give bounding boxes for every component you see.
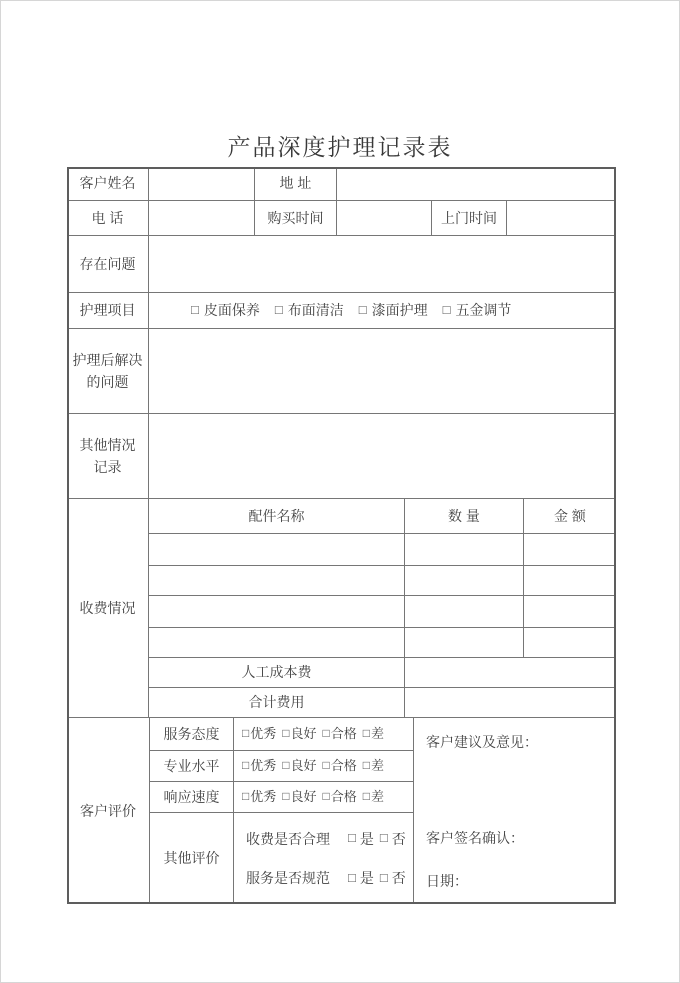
no-option[interactable] [380, 829, 406, 849]
other-evaluation-questions [234, 813, 414, 904]
checkbox-icon: □ [362, 726, 371, 741]
phone-field[interactable] [149, 201, 255, 236]
accessory-name-cell[interactable] [149, 534, 405, 566]
rating-row-response-speed [234, 782, 414, 813]
no-option-label: 否 [391, 830, 406, 847]
phone-label: 电 话 [67, 201, 149, 236]
problem-label: 存在问题 [67, 236, 149, 293]
accessory-name-cell[interactable] [149, 628, 405, 658]
checkbox-icon: □ [322, 726, 330, 741]
checkbox-icon: □ [282, 789, 290, 804]
care-option-paint[interactable] [359, 300, 428, 320]
checkbox-icon: □ [362, 758, 371, 773]
yes-option[interactable] [348, 868, 374, 888]
rating-option-good[interactable] [282, 757, 316, 776]
problem-field[interactable] [149, 236, 616, 293]
care-option-label: 五金调节 [455, 302, 512, 319]
form-title: 产品深度护理记录表 [227, 134, 453, 160]
no-option[interactable] [380, 868, 406, 888]
checkbox-icon: □ [191, 302, 199, 318]
basic-row-2 [67, 201, 616, 236]
accessory-name-header: 配件名称 [149, 499, 405, 534]
care-items-options [149, 293, 616, 329]
care-option-fabric[interactable] [275, 300, 344, 320]
quantity-cell[interactable] [405, 566, 524, 596]
labor-cost-label: 人工成本费 [149, 658, 405, 688]
criterion-other-evaluation: 其他评价 [150, 813, 234, 904]
solved-label-line1: 护理后解决 [72, 351, 143, 368]
yes-option[interactable] [348, 829, 374, 849]
checkbox-icon: □ [348, 869, 356, 885]
criterion-service-attitude: 服务态度 [150, 718, 234, 751]
quantity-header: 数 量 [405, 499, 524, 534]
other-record-field[interactable] [149, 414, 616, 499]
customer-remark-cell[interactable] [414, 718, 616, 904]
visit-time-label: 上门时间 [432, 201, 507, 236]
rating-option-label: 差 [371, 725, 385, 741]
total-cost-label: 合计费用 [149, 688, 405, 718]
care-option-label: 皮面保养 [203, 302, 260, 319]
labor-cost-field[interactable] [405, 658, 616, 688]
accessory-name-cell[interactable] [149, 596, 405, 628]
rating-option-label: 优秀 [250, 788, 277, 804]
rating-option-label: 优秀 [250, 757, 277, 773]
evaluation-label: 客户评价 [67, 718, 150, 904]
amount-header: 金 额 [524, 499, 616, 534]
charges-section [67, 499, 616, 718]
rating-option-pass[interactable] [323, 788, 357, 807]
rating-option-excellent[interactable] [242, 788, 276, 807]
rating-option-excellent[interactable] [242, 757, 276, 776]
checkbox-icon: □ [242, 789, 250, 804]
rating-row-service-attitude [234, 718, 414, 751]
other-record-label-line2: 记录 [93, 459, 122, 475]
rating-option-label: 合格 [330, 757, 357, 773]
amount-cell[interactable] [524, 566, 616, 596]
rating-option-label: 差 [371, 788, 385, 804]
solved-label-line2: 的问题 [86, 374, 129, 390]
question-service-standard [246, 868, 413, 888]
address-field[interactable] [337, 167, 616, 201]
rating-option-poor[interactable] [363, 788, 384, 807]
accessory-name-cell[interactable] [149, 566, 405, 596]
checkbox-icon: □ [442, 302, 451, 318]
question-fee-reasonable [246, 829, 413, 849]
rating-row-professional-level [234, 751, 414, 782]
signature-label: 客户签名确认： [426, 830, 524, 847]
yes-option-label: 是 [359, 870, 374, 887]
rating-option-label: 良好 [290, 757, 317, 773]
total-cost-field[interactable] [405, 688, 616, 718]
care-option-label: 漆面护理 [371, 302, 428, 319]
criterion-response-speed: 响应速度 [150, 782, 234, 813]
purchase-time-label: 购买时间 [255, 201, 337, 236]
checkbox-icon: □ [322, 789, 330, 804]
checkbox-icon: □ [379, 830, 388, 846]
yes-option-label: 是 [359, 830, 374, 847]
rating-option-label: 差 [371, 757, 385, 773]
checkbox-icon: □ [348, 830, 356, 846]
checkbox-icon: □ [242, 758, 250, 773]
problem-row [67, 236, 616, 293]
care-option-leather[interactable] [191, 300, 260, 320]
rating-option-label: 良好 [290, 788, 317, 804]
checkbox-icon: □ [282, 758, 290, 773]
care-option-label: 布面清洁 [287, 302, 344, 319]
customer-name-label: 客户姓名 [67, 167, 149, 201]
customer-name-field[interactable] [149, 167, 255, 201]
no-option-label: 否 [391, 870, 406, 887]
rating-option-label: 优秀 [250, 725, 277, 741]
rating-option-poor[interactable] [363, 757, 384, 776]
quantity-cell[interactable] [405, 596, 524, 628]
other-record-row [67, 414, 616, 499]
rating-option-label: 合格 [330, 725, 357, 741]
rating-option-good[interactable] [282, 725, 316, 744]
rating-option-label: 良好 [290, 725, 317, 741]
quantity-cell[interactable] [405, 534, 524, 566]
checkbox-icon: □ [282, 726, 290, 741]
checkbox-icon: □ [379, 869, 388, 885]
solved-field[interactable] [149, 329, 616, 414]
purchase-time-field[interactable] [337, 201, 432, 236]
suggestion-label: 客户建议及意见： [426, 734, 538, 750]
amount-cell[interactable] [524, 534, 616, 566]
checkbox-icon: □ [362, 789, 371, 804]
rating-option-pass[interactable] [323, 725, 357, 744]
rating-option-poor[interactable] [363, 725, 384, 744]
checkbox-icon: □ [274, 302, 283, 318]
rating-option-good[interactable] [282, 788, 316, 807]
other-record-label-line1: 其他情况 [79, 436, 136, 453]
solved-row [67, 329, 616, 414]
date-label: 日期： [426, 872, 468, 889]
rating-option-label: 合格 [330, 788, 357, 804]
question-label: 服务是否规范 [246, 870, 330, 887]
criterion-professional-level: 专业水平 [150, 751, 234, 782]
care-record-table [67, 167, 616, 904]
care-option-hardware[interactable] [443, 300, 512, 320]
charges-label: 收费情况 [67, 499, 149, 718]
care-items-row [67, 293, 616, 329]
basic-row-1 [67, 167, 616, 201]
care-items-label: 护理项目 [67, 293, 149, 329]
quantity-cell[interactable] [405, 628, 524, 658]
address-label: 地 址 [255, 167, 337, 201]
evaluation-section [67, 718, 616, 904]
checkbox-icon: □ [242, 726, 250, 741]
visit-time-field[interactable] [507, 201, 616, 236]
solved-label [67, 329, 149, 414]
rating-option-excellent[interactable] [242, 725, 276, 744]
other-record-label [67, 414, 149, 499]
checkbox-icon: □ [358, 302, 367, 318]
amount-cell[interactable] [524, 628, 616, 658]
question-label: 收费是否合理 [246, 830, 330, 847]
amount-cell[interactable] [524, 596, 616, 628]
checkbox-icon: □ [322, 758, 330, 773]
rating-option-pass[interactable] [323, 757, 357, 776]
